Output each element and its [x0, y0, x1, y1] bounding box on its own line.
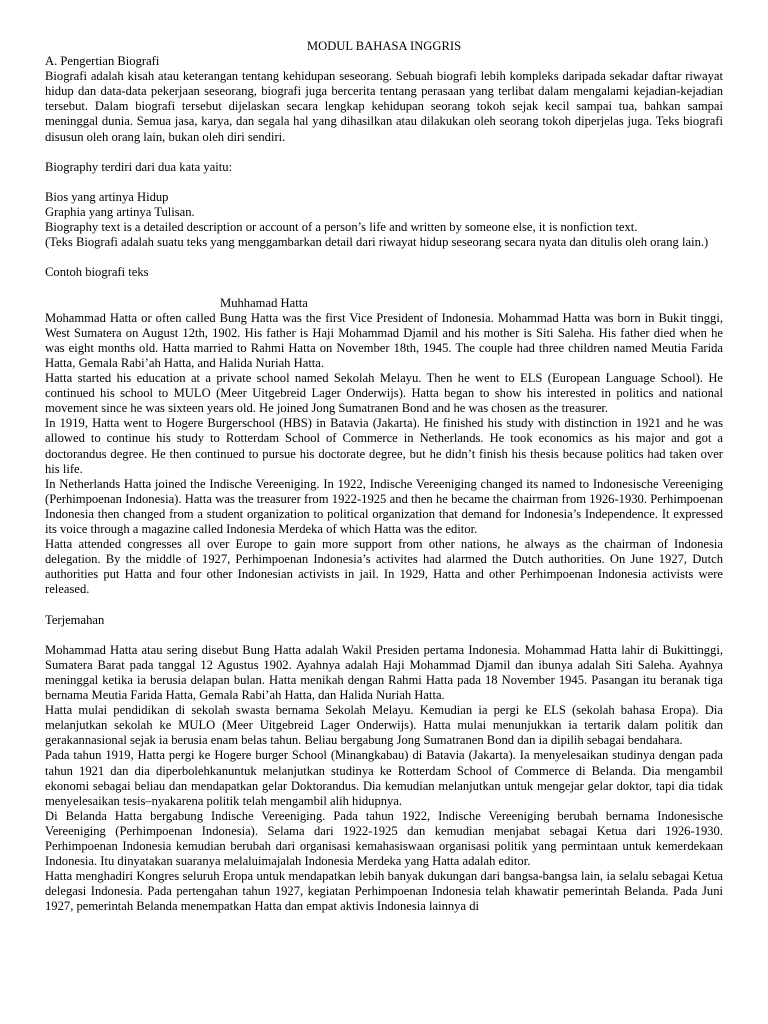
spacer: [45, 628, 723, 643]
spacer: [45, 145, 723, 160]
section-a-paragraph: Biografi adalah kisah atau keterangan tentang kehidupan seseorang. Sebuah biografi lebih kompleks daripada sekadar daftar riwayat hidup dan data-data pekerjaan seseorang, biografi juga bercerita tentang perasaan yang terlibat dalam mengalami kejadian-kejadian tersebut. Dalam biografi tersebut dijelaskan secara lengkap kehidupan seorang tokoh sejak kecil sampai tua, bahkan sampai meninggal dunia. Semua jasa, karya, dan segala hal yang dihasilkan atau dilakukan oleh seorang tokoh diperjelas juga. Teks biografi disusun oleh orang lain, bukan oleh diri sendiri.: [45, 69, 723, 144]
english-paragraph: Mohammad Hatta or often called Bung Hatta was the first Vice President of Indonesia. Mohammad Hatta was born in Bukit tinggi, West Sumatera on August 12th, 1902. His father is Haji Mohammad Djamil and his mother is Siti Saleha. His father died when he was eight months old. Hatta married to Rahmi Hatta on November 18th, 1945. The couple had three children named Meutia Farida Hatta, Gemala Rabi’ah Hatta, and Halida Nuriah Hatta.: [45, 310, 723, 370]
section-a-heading: A. Pengertian Biografi: [45, 54, 160, 69]
translation-paragraph: Hatta mulai pendidikan di sekolah swasta bernama Sekolah Melayu. Kemudian ia pergi ke ELS (sekolah bahasa Eropa). Dia melanjutkan sekolah ke MULO (Meer Uitgebreid Lager Onderwijs). Hatta mulai menunjukkan ia tertarik dalam politik dan gerakannasional sejak ia berusia enam belas tahun. Beliau bergabung Jong Sumatranen Bond dan ia dipilih sebagai bendahara.: [45, 703, 723, 748]
translation-heading: Terjemahan: [45, 612, 105, 627]
definition-english: Biography text is a detailed description or account of a person’s life and written by someone else, it is nonfiction text.: [45, 220, 638, 235]
definition-indonesian: (Teks Biografi adalah suatu teks yang menggambarkan detail dari riwayat hidup seseorang secara nyata dan ditulis oleh orang lain.): [45, 235, 709, 250]
spacer: [45, 175, 723, 190]
bios-line: Bios yang artinya Hidup: [45, 189, 169, 204]
translation-paragraph: Pada tahun 1919, Hatta pergi ke Hogere burger School (Minangkabau) di Batavia (Jakarta). Ia menyelesaikan studinya dengan pada tahun 1921 dan dia diperbolehkanuntuk melanjutkan studinya ke Rotterdam School of Commerce di Belanda. Dia mengambil ekonomi sebagai beliau dan mendapatkan gelar Doktorandus. Dia kemudian melanjutkan untuk mengejar gelar doktor, tapi dia tidak menyelesaikan tesis–nyakarena politik telah mengambil alih hidupnya.: [45, 748, 723, 808]
translation-paragraph: Hatta menghadiri Kongres seluruh Eropa untuk mendapatkan lebih banyak dukungan dari bangsa-bangsa lain, ia selalu sebagai Ketua delegasi Indonesia. Pada pertengahan tahun 1927, kegiatan Perhimpoenan Indonesia telah khawatir pemerintah Belanda. Pada Juni 1927, pemerintah Belanda menempatkan Hatta dan empat aktivis Indonesia lainnya di: [45, 869, 723, 914]
translation-paragraph: Di Belanda Hatta bergabung Indische Vereeniging. Pada tahun 1922, Indische Vereeniging berubah bernama Indonesische Vereeniging (Perhimpoenan Indonesia). Selama dari 1922-1925 dan kemudian menjabat sebagai Ketua dari 1926-1930. Perhimpoenan Indonesia kemudian berubah dari organisasi kemahasiswaan organisasi politik yang permintaan untuk kemerdekaan Indonesia. Itu dinyatakan suaranya melaluimajalah Indonesia Merdeka yang Hatta adalah editor.: [45, 808, 723, 869]
biography-title: Muhhamad Hatta: [220, 295, 308, 310]
spacer: [45, 281, 723, 296]
example-heading: Contoh biografi teks: [45, 265, 149, 280]
english-paragraph: In 1919, Hatta went to Hogere Burgerschool (HBS) in Batavia (Jakarta). He finished his study with distinction in 1921 and he was allowed to continue his study to Rotterdam School of Commerce in Netherlands. He took economics as his major and got a doctorandus degree. He then continued to pursue his doctorate degree, but he didn’t finish his thesis because politics had taken over his life.: [45, 416, 723, 476]
spacer: [45, 250, 723, 265]
english-paragraph: In Netherlands Hatta joined the Indische Vereeniging. In 1922, Indische Vereeniging changed its named to Indonesische Vereeniging (Perhimpoenan Indonesia). Hatta was the treasurer from 1922-1925 and then he became the chairman from 1926-1930. Perhimpoenan Indonesia then changed from a student organization to political organization that demand for Indonesia’s Independence. It expressed its voice through a magazine called Indonesia Merdeka of which Hatta was the editor.: [45, 476, 723, 536]
spacer: [45, 597, 723, 612]
document-page: [45, 39, 723, 914]
etymology-intro: Biography terdiri dari dua kata yaitu:: [45, 159, 233, 174]
translation-paragraph: Mohammad Hatta atau sering disebut Bung Hatta adalah Wakil Presiden pertama Indonesia. Mohammad Hatta lahir di Bukittinggi, Sumatera Barat pada tanggal 12 Agustus 1902. Ayahnya adalah Haji Mohammad Djamil dan ibunya adalah Siti Saleha. Ayahnya meninggal ketika ia berusia delapan bulan. Hatta menikah dengan Rahmi Hatta pada 18 November 1945. Pasangan itu beranak tiga bernama Meutia Farida Hatta, Gemala Rabi’ah Hatta, dan Halida Nuriah Hatta.: [45, 642, 723, 703]
graphia-line: Graphia yang artinya Tulisan.: [45, 205, 195, 220]
english-paragraph: Hatta attended congresses all over Europe to gain more support from other nations, he always as the chairman of Indonesia delegation. By the middle of 1927, Perhimpoenan Indonesia’s activites had alarmed the Dutch authorities. On June 1927, Dutch authorities put Hatta and four other Indonesian activists in jail. In 1929, Hatta and other Perhimpoenan Indonesia activists were released.: [45, 537, 723, 597]
document-title: MODUL BAHASA INGGRIS: [306, 39, 462, 53]
english-paragraph: Hatta started his education at a private school named Sekolah Melayu. Then he went to ELS (European Language School). He continued his school to MULO (Meer Uitgebreid Lager Onderwijs). Hatta began to show his interested in politics and national movement since he was sixteen years old. He joined Jong Sumatranen Bond and he was chosen as the treasurer.: [45, 371, 723, 416]
